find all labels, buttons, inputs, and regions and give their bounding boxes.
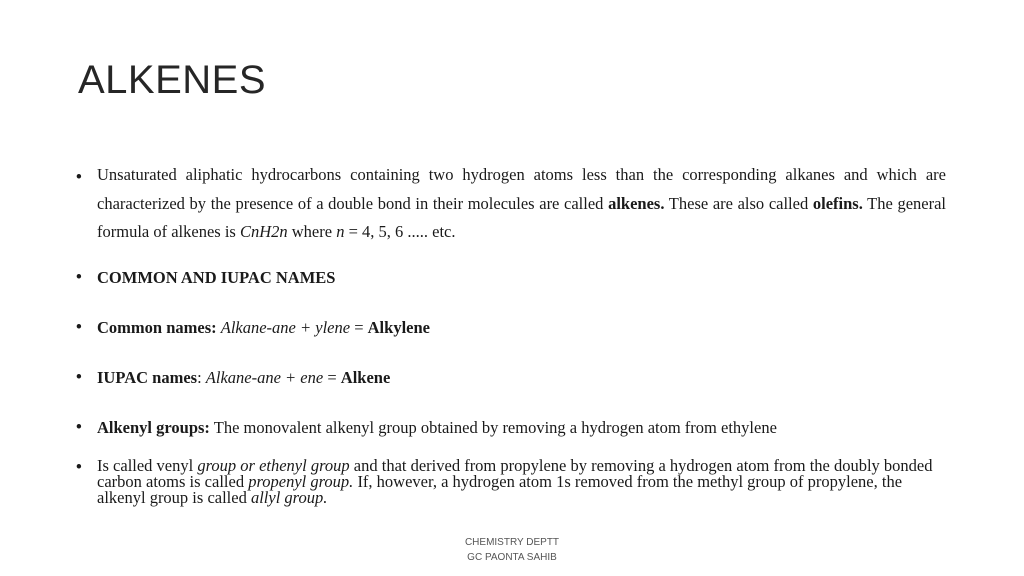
text-run: If, however, a hydrogen atom 1s removed from the methyl group of propylene, the alkenyl group is called <box>97 472 903 507</box>
slide-title: ALKENES <box>78 58 267 102</box>
general-formula: CnH2n <box>239 222 288 241</box>
term-alkenes: alkenes. <box>608 193 665 213</box>
bullet-dot: • <box>76 458 82 476</box>
term-ethenyl-group: group or ethenyl group <box>197 456 350 475</box>
term-allyl-group: allyl group. <box>250 488 328 507</box>
text-run: = 4, 5, 6 ..... etc. <box>344 222 456 241</box>
bullet-dot: • <box>76 318 82 336</box>
iupac-names-result: Alkene <box>340 368 391 387</box>
footer-department: CHEMISTRY DEPTT <box>464 537 560 548</box>
term-olefins: olefins. <box>812 193 863 213</box>
text-run: : <box>197 368 206 387</box>
slide-footer <box>0 535 1024 565</box>
text-run: The monovalent alkenyl group obtained by removing a hydrogen atom from ethylene <box>209 418 777 437</box>
iupac-names-rule: Alkane-ane + ene <box>205 368 324 387</box>
definition-text <box>97 161 946 247</box>
iupac-names-label: IUPAC names <box>97 368 198 387</box>
bullet-dot: • <box>76 368 82 386</box>
bullet-dot: • <box>76 418 82 436</box>
common-names-result: Alkylene <box>367 318 430 337</box>
term-propenyl-group: propenyl group. <box>248 472 354 491</box>
text-run: and that derived from propylene by removing a hydrogen atom from the doubly bonded carbon atoms is called <box>97 456 933 491</box>
variable-n: n <box>336 222 345 241</box>
bullet-dot: • <box>76 268 82 286</box>
footer-college: GC PAONTA SAHIB <box>467 552 557 563</box>
naming-heading-text <box>97 268 946 288</box>
alkenyl-groups-text <box>97 418 946 438</box>
text-run: Is called venyl <box>97 456 198 475</box>
text-run: = <box>350 318 368 337</box>
text-run: The general formula of alkenes is <box>97 193 947 241</box>
iupac-names-text <box>97 368 946 388</box>
common-names-text <box>97 318 946 338</box>
text-run: = <box>323 368 341 387</box>
venyl-group-text <box>97 458 946 506</box>
bullet-dot: • <box>76 168 82 186</box>
common-names-rule: Alkane-ane + ylene <box>220 318 351 337</box>
alkenyl-groups-label: Alkenyl groups: <box>97 418 210 437</box>
text-run: where <box>287 222 337 241</box>
common-names-label: Common names: <box>97 318 217 337</box>
text-run: These are also called <box>664 193 813 213</box>
section-heading: COMMON AND IUPAC NAMES <box>97 268 336 287</box>
text-run: Unsaturated aliphatic hydrocarbons containing two hydrogen atoms less than the corresponding alkanes and which are characterized by the presence of a double bond in their molecules are called <box>97 165 946 213</box>
